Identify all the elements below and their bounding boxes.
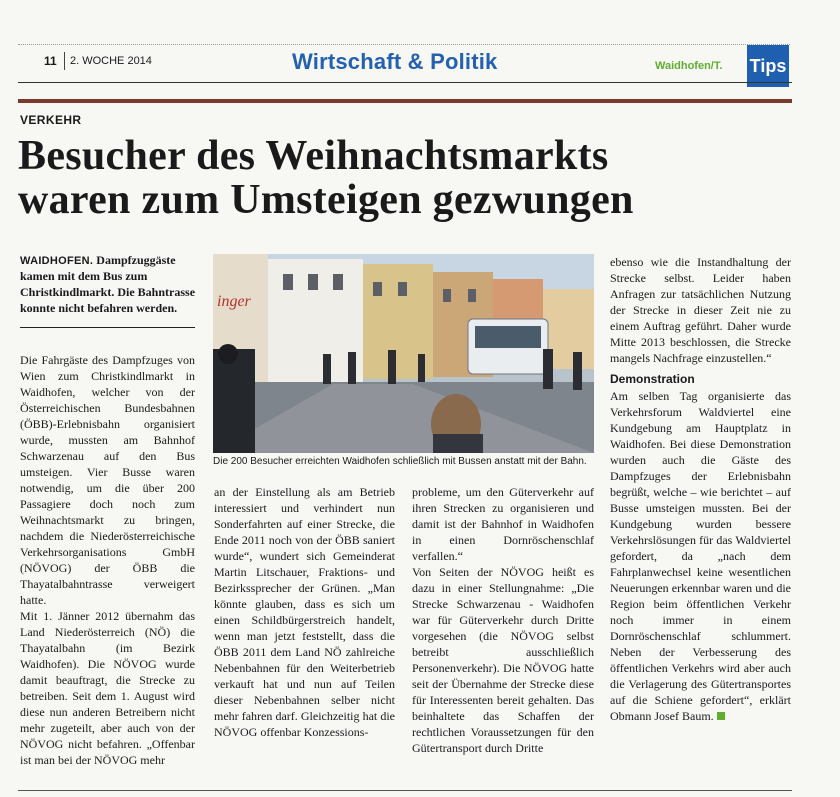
bottom-rule [18, 790, 792, 791]
header-separator [64, 52, 65, 70]
article-lead [20, 252, 195, 316]
shop-sign-text: inger [217, 293, 251, 310]
article-column-1 [20, 352, 195, 768]
tips-logo: Tips [747, 45, 789, 87]
article-headline [18, 134, 808, 222]
body-paragraph: ebenso wie die Instandhaltung der Strecke selbst. Leider haben Anfragen zur tatsächlichen Nutzung der Strecke in dieser Zeit nie zu einem Auftrag geführt. Daher wurde Mitte 2013 beschlossen, die Strecke mangels Nachfrage einzustellen.“ [610, 255, 791, 365]
body-paragraph: probleme, um den Güterverkehr auf ihren Strecken zu organisieren und damit ist der Bahnhof in Waidhofen in einen Dornröschenschlaf verfallen.“ [412, 485, 594, 563]
lead-text: Dampfzuggäste kamen mit dem Bus zum Christkindlmarkt. Die Bahntrasse konnte nicht befahren werden. [20, 253, 196, 315]
header-rule [18, 82, 792, 83]
issue-week: 2. WOCHE 2014 [70, 55, 152, 67]
body-paragraph: an der Einstellung als am Betrieb interessiert und verhindert nun Sonderfahrten auf einer Strecke, die Ende 2011 noch von der ÖBB saniert wurde“, wundert sich Gemeinderat Martin Litschauer, Fraktions- und Bezirkssprecher der Grünen. „Man könnte glauben, dass es sich um einen Schildbürgerstreich handelt, wenn man jetzt feststellt, dass die ÖBB 2011 dem Land NÖ zahlreiche Nebenbahnen für den Weiterbetrieb verkauft hat und nun auf Teilen dieser Nebenbahnen selber nicht mehr fahren darf. Gleichzeitig hat die NÖVOG offenbar Konzessions- [214, 485, 395, 739]
section-rule [18, 99, 792, 103]
article-column-4 [610, 254, 791, 724]
article-kicker: VERKEHR [20, 113, 82, 127]
header-dotted-rule [18, 44, 790, 45]
body-paragraph: Von Seiten der NÖVOG heißt es dazu in einer Stellungnahme: „Die Strecke Schwarzenau - Waidhofen war für Güterverkehr durch Dritte vorgesehen (die NÖVOG selbst betreibt ausschließlich Personenverkehr). Die NÖVOG hatte seit der Übernahme der Strecke diese für Interessenten bereit gehalten. Das beinhaltete das Schaffen der rechtlichen Voraussetzungen für den Gütertransport durch Dritte [412, 565, 594, 755]
article-column-3 [412, 484, 594, 756]
page-number: 11 [44, 54, 57, 68]
photo-caption: Die 200 Besucher erreichten Waidhofen schließlich mit Bussen anstatt mit der Bahn. [213, 456, 587, 467]
region-label: Waidhofen/T. [655, 60, 723, 72]
body-paragraph: Die Fahrgäste des Dampfzuges von Wien zum Christkindlmarkt in Waidhofen, welcher von der Österreichischen Bundesbahnen (ÖBB)-Erlebnisbahn organisiert wurde, mussten am Bahnhof Schwarzenau auf den Bus umsteigen. Vier Busse waren notwendig, um die über 200 Passagiere doch noch zum Weihnachtsmarkt zu bringen, nachdem die Niederösterreichische Verkehrsorganisations GmbH (NÖVOG) der ÖBB die Thayatalbahntrasse verweigert hatte. [20, 353, 195, 607]
section-title: Wirtschaft & Politik [292, 49, 498, 74]
article-column-2 [214, 484, 395, 740]
body-text: Am selben Tag organisierte das Verkehrsforum Waldviertel eine Kundgebung am Hauptplatz in Waidhofen. Bei diese Demonstration wurden auch die Gäste des Dampfzuges der Erlebnisbahn begrüßt, welche – wie berichtet – auf Busse umsteigen mussten. Bei der Kundgebung wurden bessere Verkehrslösungen für das Waldviertel gefordert, da „nach dem Fahrplanwechsel keine wesentlichen Neuerungen erkennbar waren und die Region beim öffentlichen Verkehr noch immer in einem Dornröschenschlaf schlummert. Neben der Verbesserung des öffentlichen Verkehrs wird aber auch die Verlagerung des Gütertransportes auf die Schiene gefordert“, erklärt Obmann Josef Baum. [610, 389, 791, 723]
end-of-article-mark [717, 712, 725, 720]
article-photo [213, 254, 594, 453]
body-paragraph [610, 388, 791, 724]
article-subhead: Demonstration [610, 372, 695, 386]
headline-line-2: waren zum Umsteigen gezwungen [18, 177, 634, 223]
street-scene-photo [213, 254, 594, 453]
body-paragraph: Mit 1. Jänner 2012 übernahm das Land Niederösterreich (NÖ) die Thayatalbahn (im Bezirk Waidhofen). Die NÖVOG wurde damit beauftragt, die Strecke zu betreiben. Seit dem 1. August wird diese nun anderen Betreibern nicht mehr zugeteilt, aber auch von der NÖVOG nicht befahren. „Offenbar ist man bei der NÖVOG mehr [20, 609, 195, 767]
headline-line-1: Besucher des Weihnachtsmarkts [18, 133, 609, 179]
lead-location: WAIDHOFEN. [20, 255, 94, 267]
lead-rule [20, 327, 195, 328]
